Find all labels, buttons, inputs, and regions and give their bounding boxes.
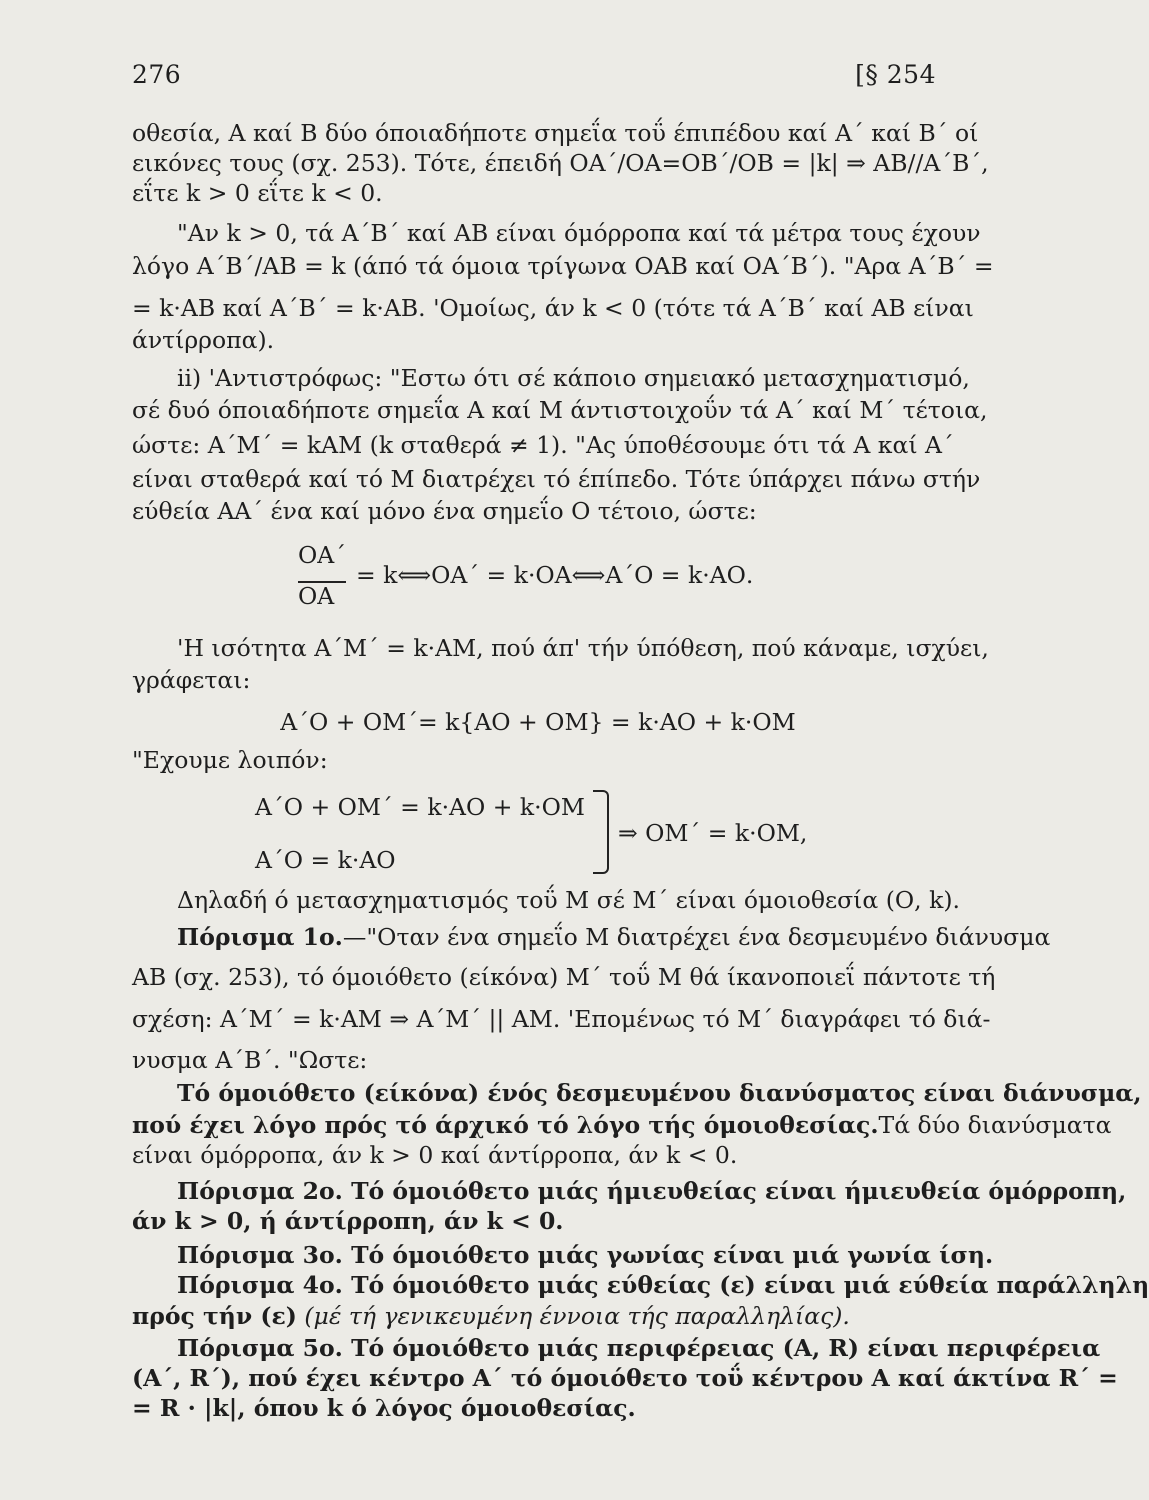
section-ref: [§ 254 xyxy=(855,60,936,89)
text-line: εΐτε k > 0 εΐτε k < 0. xyxy=(132,179,383,207)
text-line: = R · |k|, όπου k ό λόγος όμοιοθεσίας. xyxy=(132,1394,636,1422)
porisma-2 xyxy=(177,1176,1127,1206)
text-line: εύθεία ΑΑ΄ ένα καί μόνο ένα σημεΐο Ο τέτοιο, ώστε: xyxy=(132,497,757,525)
equation-result: ⇒ ΟΜ΄ = k·ΟΜ, xyxy=(618,819,808,847)
porisma-label: Πόρισμα 3ο. xyxy=(177,1241,343,1269)
page-number: 276 xyxy=(132,60,182,89)
text-line: (Α΄, R΄), πού έχει κέντρο Α΄ τό όμοιόθετο τοΰ κέντρου Α καί άκτίνα R΄ = xyxy=(132,1364,1118,1392)
text-line: σέ δυό όποιαδήποτε σημεΐα Α καί Μ άντιστοιχοΰν τά Α΄ καί Μ΄ τέτοια, xyxy=(132,396,988,424)
text-line: λόγο Α΄Β΄/ΑΒ = k (άπό τά όμοια τρίγωνα ΟΑΒ καί ΟΑ΄Β΄). "Αρα Α΄Β΄ = xyxy=(132,252,994,280)
porisma-text: Τό όμοιόθετο μιάς εύθείας (ε) είναι μιά εύθεία παράλληλη xyxy=(351,1271,1149,1299)
equation-system-row-1: Α΄Ο + ΟΜ΄ = k·ΑΟ + k·ΟΜ xyxy=(255,793,585,821)
text-line: άντίρροπα). xyxy=(132,326,275,354)
porisma-label: Πόρισμα 1ο. xyxy=(177,923,343,951)
bold-part: πού έχει λόγο πρός τό άρχικό τό λόγο τής όμοιοθεσίας. xyxy=(132,1111,879,1139)
italic-part: (μέ τή γενικευμένη έννοια τής παραλληλίας). xyxy=(304,1302,850,1330)
text-line: = k·ΑΒ καί Α΄Β΄ = k·ΑΒ. 'Ομοίως, άν k < 0 (τότε τά Α΄Β΄ καί ΑΒ είναι xyxy=(132,294,974,322)
text-line: άν k > 0, ή άντίρροπη, άν k < 0. xyxy=(132,1207,564,1235)
text-line: ώστε: Α΄Μ΄ = kΑΜ (k σταθερά ≠ 1). "Ας ύποθέσουμε ότι τά Α καί Α΄ xyxy=(132,431,954,459)
normal-part: Τά δύο διανύσματα xyxy=(878,1111,1112,1139)
bold-statement-line xyxy=(132,1110,1112,1140)
porisma-label: Πόρισμα 4ο. xyxy=(177,1271,343,1299)
text-line: "Εχουμε λοιπόν: xyxy=(132,746,328,774)
porisma-text: Τό όμοιόθετο μιάς περιφέρειας (Α, R) είναι περιφέρεια xyxy=(351,1334,1101,1362)
right-brace xyxy=(593,790,609,874)
porisma-5 xyxy=(177,1333,1101,1363)
text-line: οθεσία, Α καί Β δύο όποιαδήποτε σημεΐα τοΰ έπιπέδου καί Α΄ καί Β΄ οί xyxy=(132,119,979,147)
bold-part: πρός τήν (ε) xyxy=(132,1302,297,1330)
text-line xyxy=(132,1301,944,1331)
bold-statement: Τό όμοιόθετο (είκόνα) ένός δεσμευμένου διανύσματος είναι διάνυσμα, xyxy=(177,1079,1142,1107)
porisma-label: Πόρισμα 2ο. xyxy=(177,1177,343,1205)
fraction-numerator: ΟΑ΄ xyxy=(298,541,346,569)
porisma-text: Τό όμοιόθετο μιάς γωνίας είναι μιά γωνία ίση. xyxy=(351,1241,994,1269)
text-line: ΑΒ (σχ. 253), τό όμοιόθετο (είκόνα) Μ΄ τοΰ Μ θά ίκανοποιεΐ πάντοτε τή xyxy=(132,963,996,991)
equation-system-row-2: Α΄Ο = k·ΑΟ xyxy=(255,846,396,874)
porisma-label: Πόρισμα 5ο. xyxy=(177,1334,343,1362)
text-line: γράφεται: xyxy=(132,666,251,694)
porisma-4 xyxy=(177,1270,1149,1300)
text-line: εικόνες τους (σχ. 253). Τότε, έπειδή ΟΑ΄/ΟΑ=ΟΒ΄/ΟΒ = |k| ⇒ ΑΒ//Α΄Β΄, xyxy=(132,149,989,177)
text-line: σχέση: Α΄Μ΄ = k·ΑΜ ⇒ Α΄Μ΄ || ΑΜ. 'Επομένως τό Μ΄ διαγράφει τό διά- xyxy=(132,1005,991,1033)
text-line: 'Η ισότητα Α΄Μ΄ = k·ΑΜ, πού άπ' τήν ύπόθεση, πού κάναμε, ισχύει, xyxy=(177,634,989,662)
text-line: νυσμα Α΄Β΄. "Ωστε: xyxy=(132,1046,368,1074)
text-line: είναι όμόρροπα, άν k > 0 καί άντίρροπα, άν k < 0. xyxy=(132,1141,738,1169)
porisma-text: —"Οταν ένα σημεΐο Μ διατρέχει ένα δεσμευμένο διάνυσμα xyxy=(342,923,1051,951)
equation-equivalence: = k⟺ΟΑ΄ = k·ΟΑ⟺Α΄Ο = k·ΑΟ. xyxy=(356,561,754,589)
equation-expand: Α΄Ο + ΟΜ΄= k{ΑΟ + ΟΜ} = k·ΑΟ + k·ΟΜ xyxy=(280,708,796,736)
text-line: είναι σταθερά καί τό Μ διατρέχει τό έπίπεδο. Τότε ύπάρχει πάνω στήν xyxy=(132,465,981,493)
text-line: Δηλαδή ό μετασχηματισμός τοΰ Μ σέ Μ΄ είναι όμοιοθεσία (Ο, k). xyxy=(177,886,960,914)
porisma-text: Τό όμοιόθετο μιάς ήμιευθείας είναι ήμιευθεία όμόρροπη, xyxy=(351,1177,1127,1205)
text-line: "Αν k > 0, τά Α΄Β΄ καί ΑΒ είναι όμόρροπα καί τά μέτρα τους έχουν xyxy=(177,219,981,247)
porisma-1 xyxy=(177,922,1051,952)
porisma-3 xyxy=(177,1240,994,1270)
fraction-denominator: ΟΑ xyxy=(298,582,335,610)
text-line: ii) 'Αντιστρόφως: "Εστω ότι σέ κάποιο σημειακό μετασχηματισμό, xyxy=(177,364,970,392)
